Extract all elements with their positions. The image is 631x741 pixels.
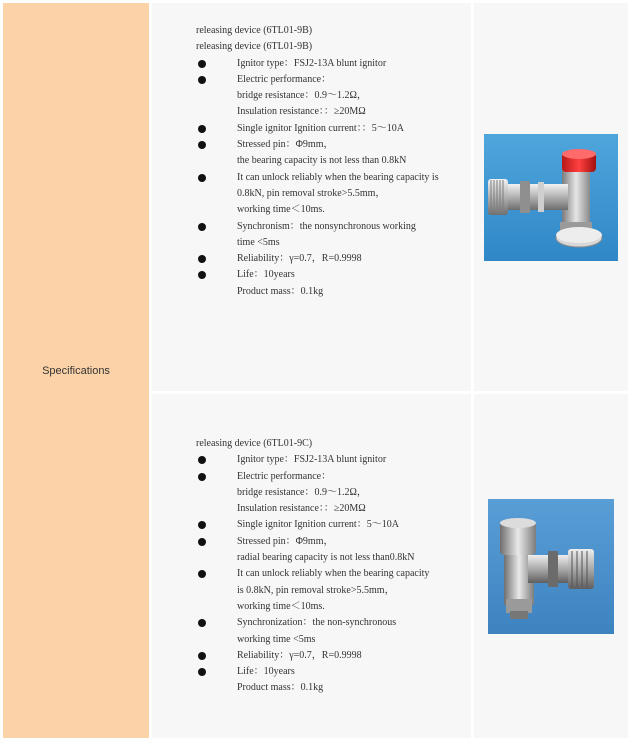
bullet-column (196, 56, 237, 72)
spec-line (196, 566, 429, 582)
spec-text: Life：10years (237, 666, 295, 678)
bullet-column (196, 202, 237, 218)
spec-text: the bearing capacity is not less than 0.8kN (237, 155, 407, 167)
spec-text: working time <5ms (237, 633, 316, 645)
bullet-column (196, 170, 237, 186)
spec-text: It can unlock reliably when the bearing capacity (237, 568, 430, 580)
bullet-column (196, 648, 237, 664)
bullet-column (196, 534, 237, 550)
bullet-column (196, 219, 237, 235)
spec-line (196, 664, 429, 680)
spec-text: Insulation resistance：：≥20MΩ (237, 503, 366, 515)
product-2-image-cell (474, 394, 628, 738)
spec-text: Product mass：0.1kg (237, 682, 324, 694)
bullet-icon (198, 668, 206, 676)
spec-text: bridge resistance：0.9～1.2Ω， (237, 90, 367, 102)
bullet-column (196, 104, 237, 120)
spec-text: Single ignitor Ignition current：5～10A (237, 519, 399, 531)
spec-line (196, 680, 429, 696)
bullet-column (196, 680, 237, 696)
spec-text: Electric performance： (237, 73, 332, 85)
spec-line (196, 235, 439, 251)
bullet-icon (198, 473, 206, 481)
spec-line (196, 267, 439, 283)
spec-line (196, 186, 439, 202)
bullet-column (196, 632, 237, 648)
bullet-column (196, 137, 237, 153)
spec-line (196, 517, 429, 533)
spec-line (196, 56, 439, 72)
product-title-line (196, 436, 429, 452)
product-1-photo (484, 134, 618, 261)
spec-text: Reliability：γ=0.7，R=0.9998 (237, 253, 362, 265)
spec-text: It can unlock reliably when the bearing capacity is (237, 171, 439, 183)
bullet-icon (198, 570, 206, 578)
spec-line (196, 501, 429, 517)
spec-text: Reliability：γ=0.7，R=0.9998 (237, 649, 362, 661)
spec-text: time <5ms (237, 236, 280, 248)
product-2-spec-list (196, 436, 429, 697)
bullet-icon (198, 271, 206, 279)
spec-text: Synchronism：the nonsynchronous working (237, 220, 416, 232)
spec-line (196, 72, 439, 88)
bullet-column (196, 235, 237, 251)
bullet-icon (198, 141, 206, 149)
specifications-label-cell (3, 3, 149, 738)
bullet-column (196, 267, 237, 283)
bullet-icon (198, 619, 206, 627)
bullet-column (196, 72, 237, 88)
spec-text: bridge resistance：0.9～1.2Ω， (237, 486, 367, 498)
bullet-column (196, 284, 237, 300)
bullet-icon (198, 60, 206, 68)
spec-text: Ignitor type：FSJ2-13A blunt ignitor (237, 454, 387, 466)
spec-line (196, 599, 429, 615)
spec-line (196, 534, 429, 550)
bullet-column (196, 485, 237, 501)
bullet-column (196, 251, 237, 267)
spec-line (196, 452, 429, 468)
bullet-column (196, 186, 237, 202)
spec-text: radial bearing capacity is not less than0.8kN (237, 552, 415, 564)
spec-text: Product mass：0.1kg (237, 285, 324, 297)
bullet-icon (198, 76, 206, 84)
spec-table (3, 3, 628, 738)
bullet-icon (198, 223, 206, 231)
bullet-column (196, 517, 237, 533)
bullet-column (196, 550, 237, 566)
spec-text: working time＜10ms. (237, 204, 325, 216)
spec-line (196, 284, 439, 300)
spec-text: releasing device (6TL01-9B) (196, 41, 313, 53)
bullet-column (196, 469, 237, 485)
spec-line (196, 648, 429, 664)
spec-line (196, 550, 429, 566)
bullet-column (196, 664, 237, 680)
bullet-column (196, 501, 237, 517)
spec-line (196, 615, 429, 631)
spec-text: Stressed pin：Φ9mm， (237, 535, 334, 547)
spec-text: is 0.8kN, pin removal stroke>5.5mm， (237, 584, 395, 596)
bullet-icon (198, 456, 206, 464)
spec-text: releasing device (6TL01-9B) (196, 25, 313, 36)
bullet-column (196, 599, 237, 615)
spec-text: 0.8kN, pin removal stroke>5.5mm， (237, 187, 386, 199)
spec-text: Synchronization：the non-synchronous (237, 617, 397, 629)
bullet-icon (198, 652, 206, 660)
bullet-column (196, 121, 237, 137)
spec-text: Insulation resistance：：≥20MΩ (237, 106, 366, 118)
spec-text: Single ignitor Ignition current：：5～10A (237, 122, 404, 134)
bullet-icon (198, 538, 206, 546)
spec-line (196, 137, 439, 153)
product-title-line (196, 23, 439, 39)
spec-text: Stressed pin：Φ9mm， (237, 139, 334, 151)
bullet-icon (198, 255, 206, 263)
bullet-column (196, 452, 237, 468)
spec-line (196, 202, 439, 218)
spec-text: Electric performance： (237, 470, 332, 482)
spec-line (196, 583, 429, 599)
spec-line (196, 121, 439, 137)
bullet-icon (198, 125, 206, 133)
bullet-column (196, 88, 237, 104)
spec-text: working time＜10ms. (237, 600, 325, 612)
bullet-column (196, 566, 237, 582)
spec-text: Life：10years (237, 269, 295, 281)
spec-line (196, 88, 439, 104)
spec-line (196, 153, 439, 169)
spec-line (196, 485, 429, 501)
spec-line (196, 104, 439, 120)
product-1-image-cell (474, 3, 628, 391)
bullet-icon (198, 174, 206, 182)
product-1-spec-list (196, 23, 439, 300)
product-2-photo (488, 499, 614, 634)
spec-text: Ignitor type：FSJ2-13A blunt ignitor (237, 57, 387, 69)
spec-line (196, 469, 429, 485)
product-2-spec-cell (152, 394, 471, 738)
product-title-line (196, 39, 439, 55)
spec-line (196, 632, 429, 648)
spec-line (196, 219, 439, 235)
spec-line (196, 251, 439, 267)
specifications-label: Specifications (42, 364, 110, 377)
spec-line (196, 170, 439, 186)
bullet-column (196, 153, 237, 169)
bullet-icon (198, 521, 206, 529)
spec-text: releasing device (6TL01-9C) (196, 438, 313, 449)
bullet-column (196, 615, 237, 631)
bullet-column (196, 583, 237, 599)
product-1-spec-cell (152, 3, 471, 391)
